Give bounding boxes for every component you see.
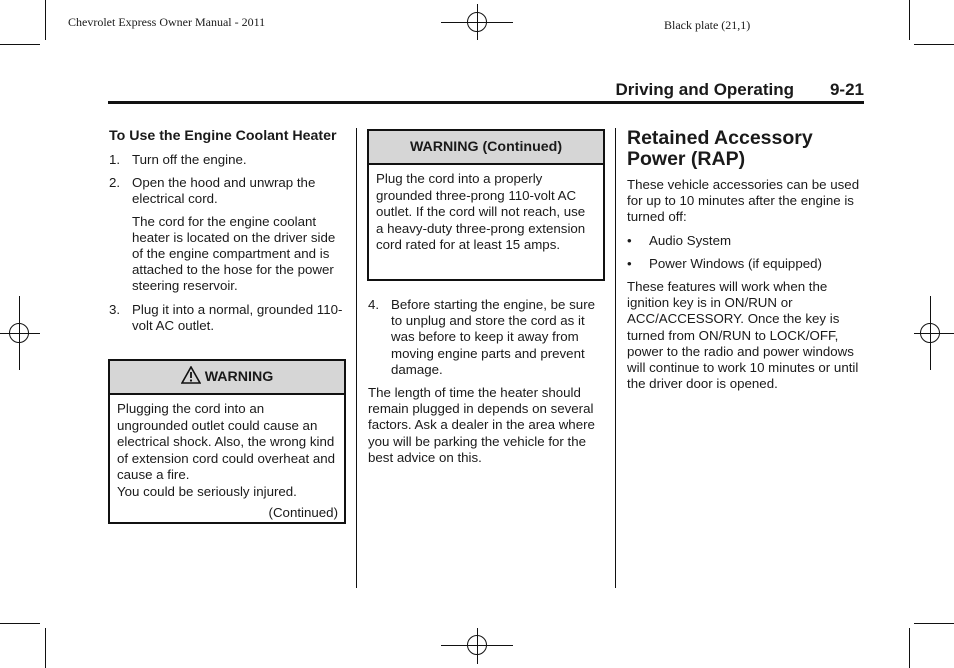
page-header [108,80,864,100]
warning-header [110,361,344,395]
column-3 [627,128,864,392]
column-1 [109,128,345,334]
step-number: 4. [368,297,380,312]
intro-paragraph: These vehicle accessories can be used for up to 10 minutes after the engine is turned off: [627,177,860,225]
warning-continued-box [367,129,605,281]
running-header-right: Black plate (21,1) [664,18,751,32]
page-number: 9-21 [829,80,864,99]
paragraph: These features will work when the ignition key is in ON/RUN or ACC/ACCESSORY. Once the key is turned from ON/RUN to LOCK/OFF, power to the radio and power windows will continue to work 10 minutes or until the driver door is opened. [627,279,859,392]
step-4 [368,297,604,378]
bullet-text: Audio System [649,232,732,248]
bullet-item [627,233,864,249]
step-number: 2. [109,175,121,191]
step-1 [109,152,345,168]
step-text: Before starting the engine, be sure to unplug and store the cord as it was before to keep it away from moving engine parts and prevent damage. [391,297,596,377]
bullet-text: Power Windows (if equipped) [649,255,822,271]
warning-text: Plugging the cord into an ungrounded outlet could cause an electrical shock. Also, the wrong kind of extension cord could overheat and cause a fire. [117,401,336,483]
step-text: Turn off the engine. [132,152,247,167]
column-divider [615,128,616,588]
column-2 [368,297,604,466]
step-text: Open the hood and unwrap the electrical cord. [132,175,316,207]
warning-continued-body: Plug the cord into a properly grounded three-prong 110-volt AC outlet. If the cord will not reach, use a heavy-duty three-prong extension cord rated for at least 15 amps. [376,171,586,253]
bullet-dot: • [627,232,632,248]
warning-title: WARNING [204,369,274,385]
paragraph: The length of time the heater should remain plugged in depends on several factors. Ask a dealer in the area where you will be parking the vehicle for the best advice on this. [368,385,595,465]
step-2-detail: The cord for the engine coolant heater is located on the driver side of the engine compartment and is attached to the hose for the power steering reservoir. [132,213,336,294]
section-title: Driving and Operating [615,80,794,99]
section-heading: Retained Accessory Power (RAP) [627,127,813,170]
step-2 [109,175,345,207]
warning-box [108,359,346,524]
step-3 [109,302,345,334]
warning-triangle-icon [181,366,201,384]
step-number: 1. [109,152,121,167]
header-rule [108,101,864,104]
warning-continued-header: WARNING (Continued) [369,131,603,165]
step-number: 3. [109,301,121,317]
running-header-left: Chevrolet Express Owner Manual - 2011 [68,15,266,29]
warning-body [110,395,344,501]
bullet-item [627,256,864,272]
warning-text-2: You could be seriously injured. [117,483,297,499]
continued-label: (Continued) [268,504,338,520]
step-text: Plug it into a normal, grounded 110-volt AC outlet. [132,301,343,333]
bullet-dot: • [627,255,632,271]
subsection-heading: To Use the Engine Coolant Heater [109,128,337,144]
column-divider [356,128,357,588]
